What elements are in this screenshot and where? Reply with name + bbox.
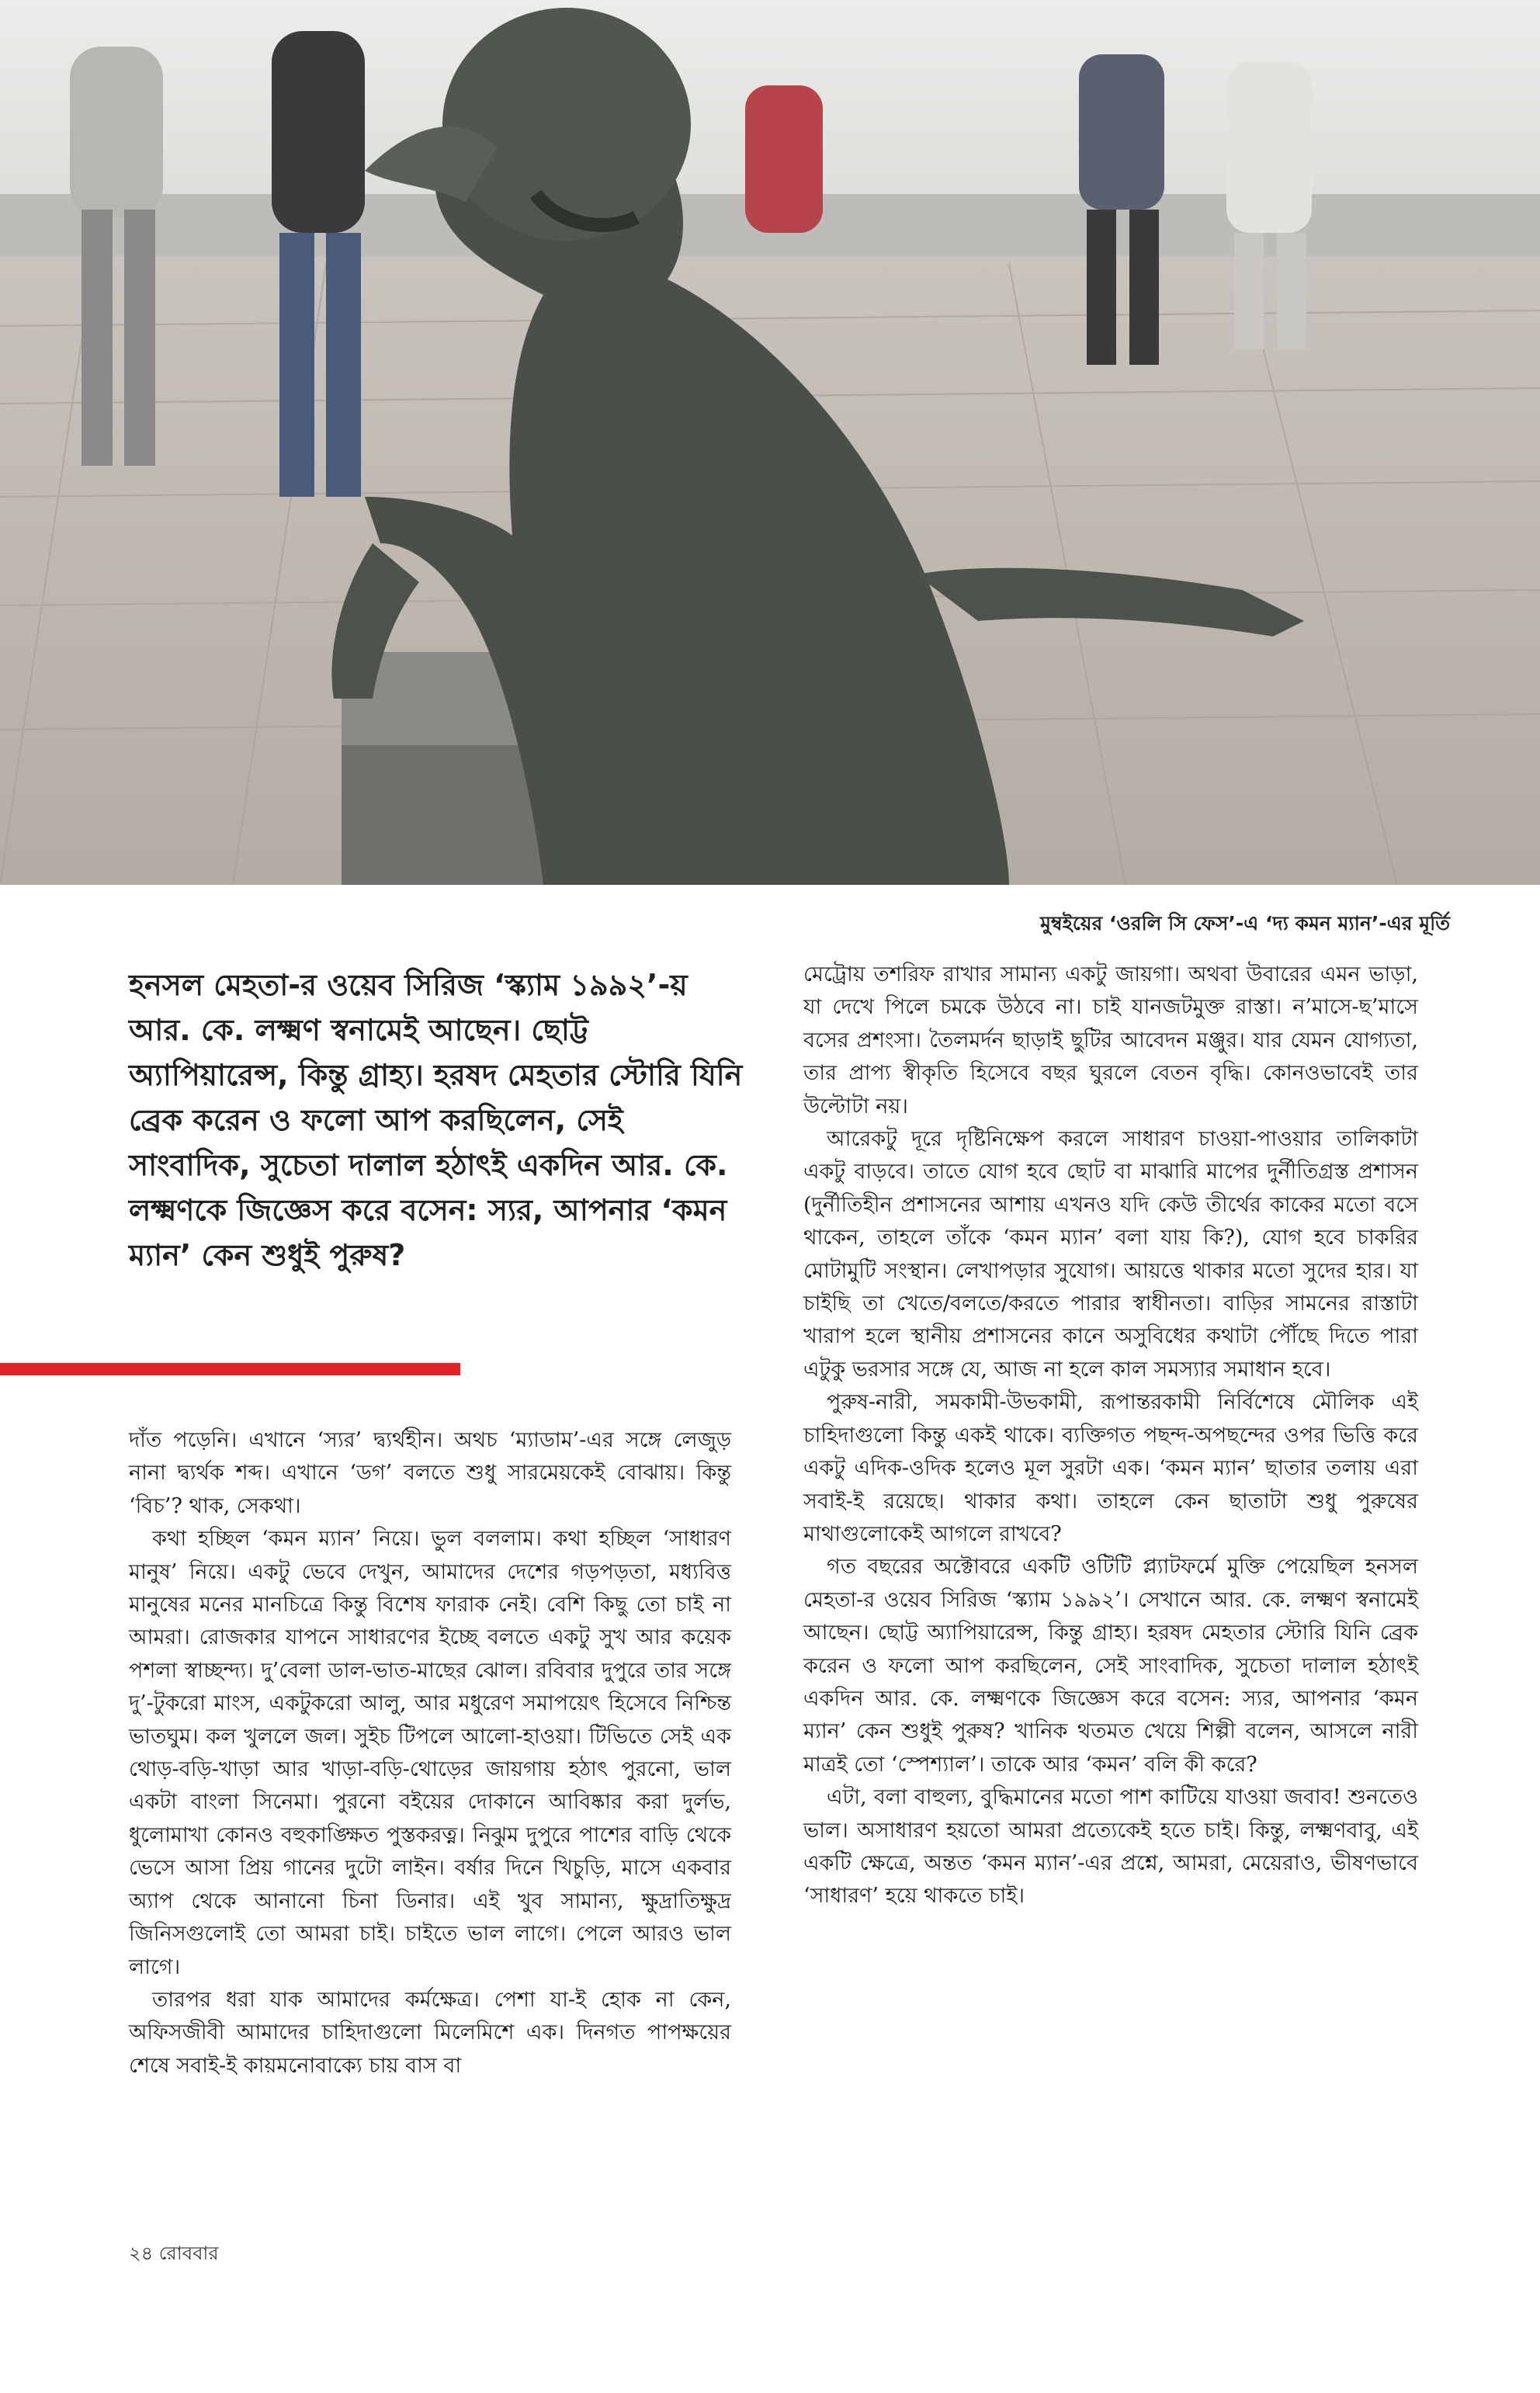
paragraph: আরেকটু দূরে দৃষ্টিনিক্ষেপ করলে সাধারণ চাওয়া-পাওয়ার তালিকাটা একটু বাড়বে। তাতে যোগ হবে ছোট বা মাঝারি মাপের দুর্নীতিগ্রস্ত প্রশাসন (দুর্নীতিহীন প্রশাসনের আশায় এখনও যদি কেউ তীর্থের কাকের মতো বসে থাকেন, তাহলে তাঁকে ‘কমন ম্যান’ বলা যায় কি?), যোগ হবে চাকরির মোটামুটি সংস্থান। লেখাপড়ার সুযোগ। আয়ত্তে থাকার মতো সুদের হার। যা চাইছি তা খেতে/বলতে/করতে পারার স্বাধীনতা। বাড়ির সামনের রাস্তাটা খারাপ হলে স্থানীয় প্রশাসনের কানে অসুবিধের কথাটা পৌঁছে দিতে পারা এটুকু ভরসার সঙ্গে যে, আজ না হলে কাল সমস্যার সমাধান হবে। <box>803 1127 1418 1382</box>
pull-quote: হনসল মেহতা-র ওয়েব সিরিজ ‘স্ক্যাম ১৯৯২’-য় আর. কে. লক্ষ্মণ স্বনামেই আছেন। ছোট্ট অ্যাপিয়ারেন্স, কিন্তু গ্রাহ্য। হরষদ মেহতার স্টোরি যিনি ব্রেক করেন ও ফলো আপ করছিলেন, সেই সাংবাদিক, সুচেতা দালাল হঠাৎই একদিন আর. কে. লক্ষ্মণকে জিজ্ঞেস করে বসেন: স্যর, আপনার ‘কমন ম্যান’ কেন শুধুই পুরুষ? <box>129 968 743 1272</box>
common-man-statue-photo <box>0 0 1540 885</box>
paragraph: তারপর ধরা যাক আমাদের কর্মক্ষেত্র। পেশা যা-ই হোক না কেন, অফিসজীবী আমাদের চাহিদাগুলো মিলেমিশে এক। দিনগত পাপক্ষয়ের শেষে সবাই-ই কায়মনোবাক্যে চায় বাস বা <box>129 1987 731 2078</box>
photo-caption: মুম্বইয়ের ‘ওরলি সি ফেস’-এ ‘দ্য কমন ম্যান’-এর মূর্তি <box>1040 912 1450 935</box>
article-column-right <box>803 959 1418 1913</box>
paragraph: গত বছরের অক্টোবরে একটি ওটিটি প্ল্যাটফর্মে মুক্তি পেয়েছিল হনসল মেহতা-র ওয়েব সিরিজ ‘স্ক্যাম ১৯৯২’। সেখানে আর. কে. লক্ষ্মণ স্বনামেই আছেন। ছোট্ট অ্যাপিয়ারেন্স, কিন্তু গ্রাহ্য। হরষদ মেহতার স্টোরি যিনি ব্রেক করেন ও ফলো আপ করছিলেন, সেই সাংবাদিক, সুচেতা দালাল হঠাৎই একদিন আর. কে. লক্ষ্মণকে জিজ্ঞেস করে বসেন: স্যর, আপনার ‘কমন ম্যান’ কেন শুধুই পুরুষ? খানিক থতমত খেয়ে শিল্পী বলেন, আসলে নারী মাত্রই তো ‘স্পেশ্যাল’। তাকে আর ‘কমন’ বলি কী করে? <box>803 1555 1418 1777</box>
article-column-left <box>129 1424 731 2083</box>
paragraph: মেট্রোয় তশরিফ রাখার সামান্য একটু জায়গা। অথবা উবারের এমন ভাড়া, যা দেখে পিলে চমকে উঠবে না। চাই যানজটমুক্ত রাস্তা। ন’মাসে-ছ’মাসে বসের প্রশংসা। তৈলমর্দন ছাড়াই ছুটির আবেদন মঞ্জুর। যার যেমন যোগ্যতা, তার প্রাপ্য স্বীকৃতি হিসেবে বছর ঘুরলে বেতন বৃদ্ধি। কোনওভাবেই তার উল্টোটা নয়। <box>803 962 1418 1118</box>
hero-photo <box>0 0 1540 885</box>
page-folio: ২৪ রোববার <box>129 2242 219 2264</box>
accent-rule <box>0 1363 460 1375</box>
paragraph: কথা হচ্ছিল ‘কমন ম্যান’ নিয়ে। ভুল বললাম। কথা হচ্ছিল ‘সাধারণ মানুষ’ নিয়ে। একটু ভেবে দেখুন, আমাদের দেশের গড়পড়তা, মধ্যবিত্ত মানুষের মনের মানচিত্রে কিন্তু বিশেষ ফারাক নেই। বেশি কিছু তো চাই না আমরা। রোজকার যাপনে সাধারণের ইচ্ছে বলতে একটু সুখ আর কয়েক পশলা স্বাচ্ছন্দ্য। দু’বেলা ডাল-ভাত-মাছের ঝোল। রবিবার দুপুরে তার সঙ্গে দু’-টুকরো মাংস, একটুকরো আলু, আর মধুরেণ সমাপয়েৎ হিসেবে নিশ্চিন্ত ভাতঘুম। কল খুললে জল। সুইচ টিপলে আলো-হাওয়া। টিভিতে সেই এক থোড়-বড়ি-খাড়া আর খাড়া-বড়ি-থোড়ের জায়গায় হঠাৎ পুরনো, ভাল একটা বাংলা সিনেমা। পুরনো বইয়ের দোকানে আবিষ্কার করা দুর্লভ, ধুলোমাখা কোনও বহুকাঙ্ক্ষিত পুস্তকরত্ন। নিঝুম দুপুরে পাশের বাড়ি থেকে ভেসে আসা প্রিয় গানের দুটো লাইন। বর্ষার দিনে খিচুড়ি, মাসে একবার অ্যাপ থেকে আনানো চিনা ডিনার। এই খুব সামান্য, ক্ষুদ্রাতিক্ষুদ্র জিনিসগুলোই তো আমরা চাই। চাইতে ভাল লাগে। পেলে আরও ভাল লাগে। <box>129 1527 731 1979</box>
paragraph: এটা, বলা বাহুল্য, বুদ্ধিমানের মতো পাশ কাটিয়ে যাওয়া জবাব! শুনতেও ভাল। অসাধারণ হয়তো আমরা প্রত্যেকেই হতে চাই। কিন্তু, লক্ষ্মণবাবু, এই একটি ক্ষেত্রে, অন্তত ‘কমন ম্যান’-এর প্রশ্নে, আমরা, মেয়েরাও, ভীষণভাবে ‘সাধারণ’ হয়ে থাকতে চাই। <box>803 1785 1418 1909</box>
paragraph: পুরুষ-নারী, সমকামী-উভকামী, রূপান্তরকামী নির্বিশেষে মৌলিক এই চাহিদাগুলো কিন্তু একই থাকে। ব্যক্তিগত পছন্দ-অপছন্দের ওপর ভিত্তি করে একটু এদিক-ওদিক হলেও মূল সুরটা এক। ‘কমন ম্যান’ ছাতার তলায় এরা সবাই-ই রয়েছে। থাকার কথা। তাহলে কেন ছাতাটা শুধু পুরুষের মাথাগুলোকেই আগলে রাখবে? <box>803 1390 1418 1546</box>
paragraph: দাঁত পড়েনি। এখানে ‘স্যর’ দ্ব্যর্থহীন। অথচ ‘ম্যাডাম’-এর সঙ্গে লেজুড় নানা দ্ব্যর্থক শব্দ। এখানে ‘ডগ’ বলতে শুধু সারমেয়কেই বোঝায়। কিন্তু ‘বিচ’? থাক, সেকথা। <box>129 1428 731 1518</box>
